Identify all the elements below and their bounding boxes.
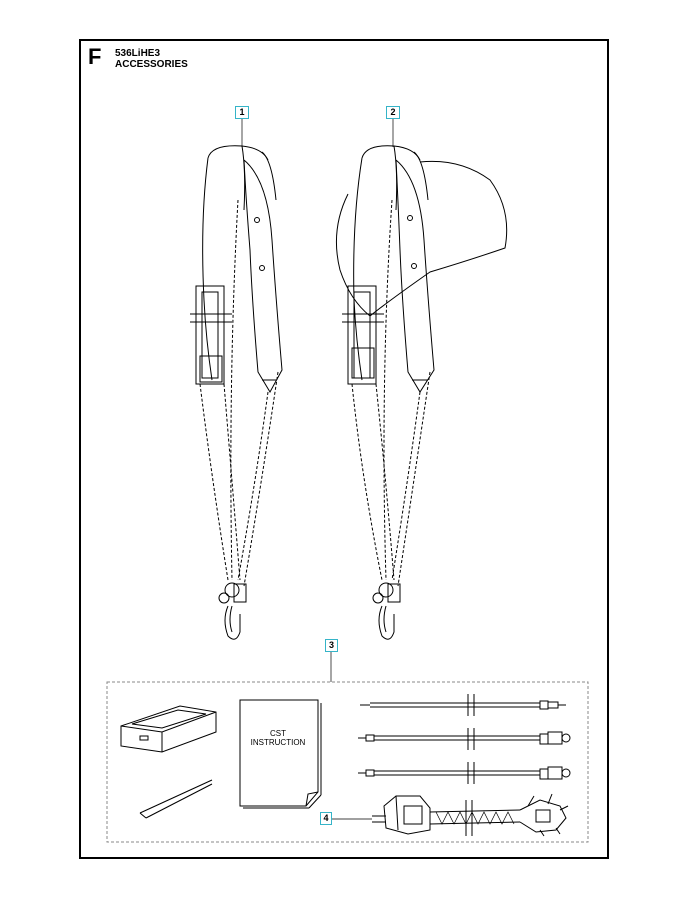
tweezers xyxy=(140,780,212,818)
callout-3: 3 xyxy=(325,639,338,652)
instruction-line-2: INSTRUCTION xyxy=(250,738,306,747)
cable-1 xyxy=(360,694,566,716)
wiring-harness xyxy=(372,794,568,836)
cable-2 xyxy=(358,728,570,750)
callout-2: 2 xyxy=(386,106,400,119)
instruction-line-1: CST xyxy=(270,729,286,738)
callout-4: 4 xyxy=(320,812,332,825)
instruction-document xyxy=(240,700,321,808)
callout-1: 1 xyxy=(235,106,249,119)
charger-unit xyxy=(121,706,216,752)
section-title: ACCESSORIES xyxy=(115,59,188,70)
model-number: 536LiHE3 xyxy=(115,48,161,59)
harness-strap-1 xyxy=(190,146,282,639)
instruction-document-label xyxy=(246,729,310,747)
cable-3 xyxy=(358,762,570,784)
section-letter: F xyxy=(88,44,102,69)
harness-strap-2 xyxy=(336,146,506,639)
